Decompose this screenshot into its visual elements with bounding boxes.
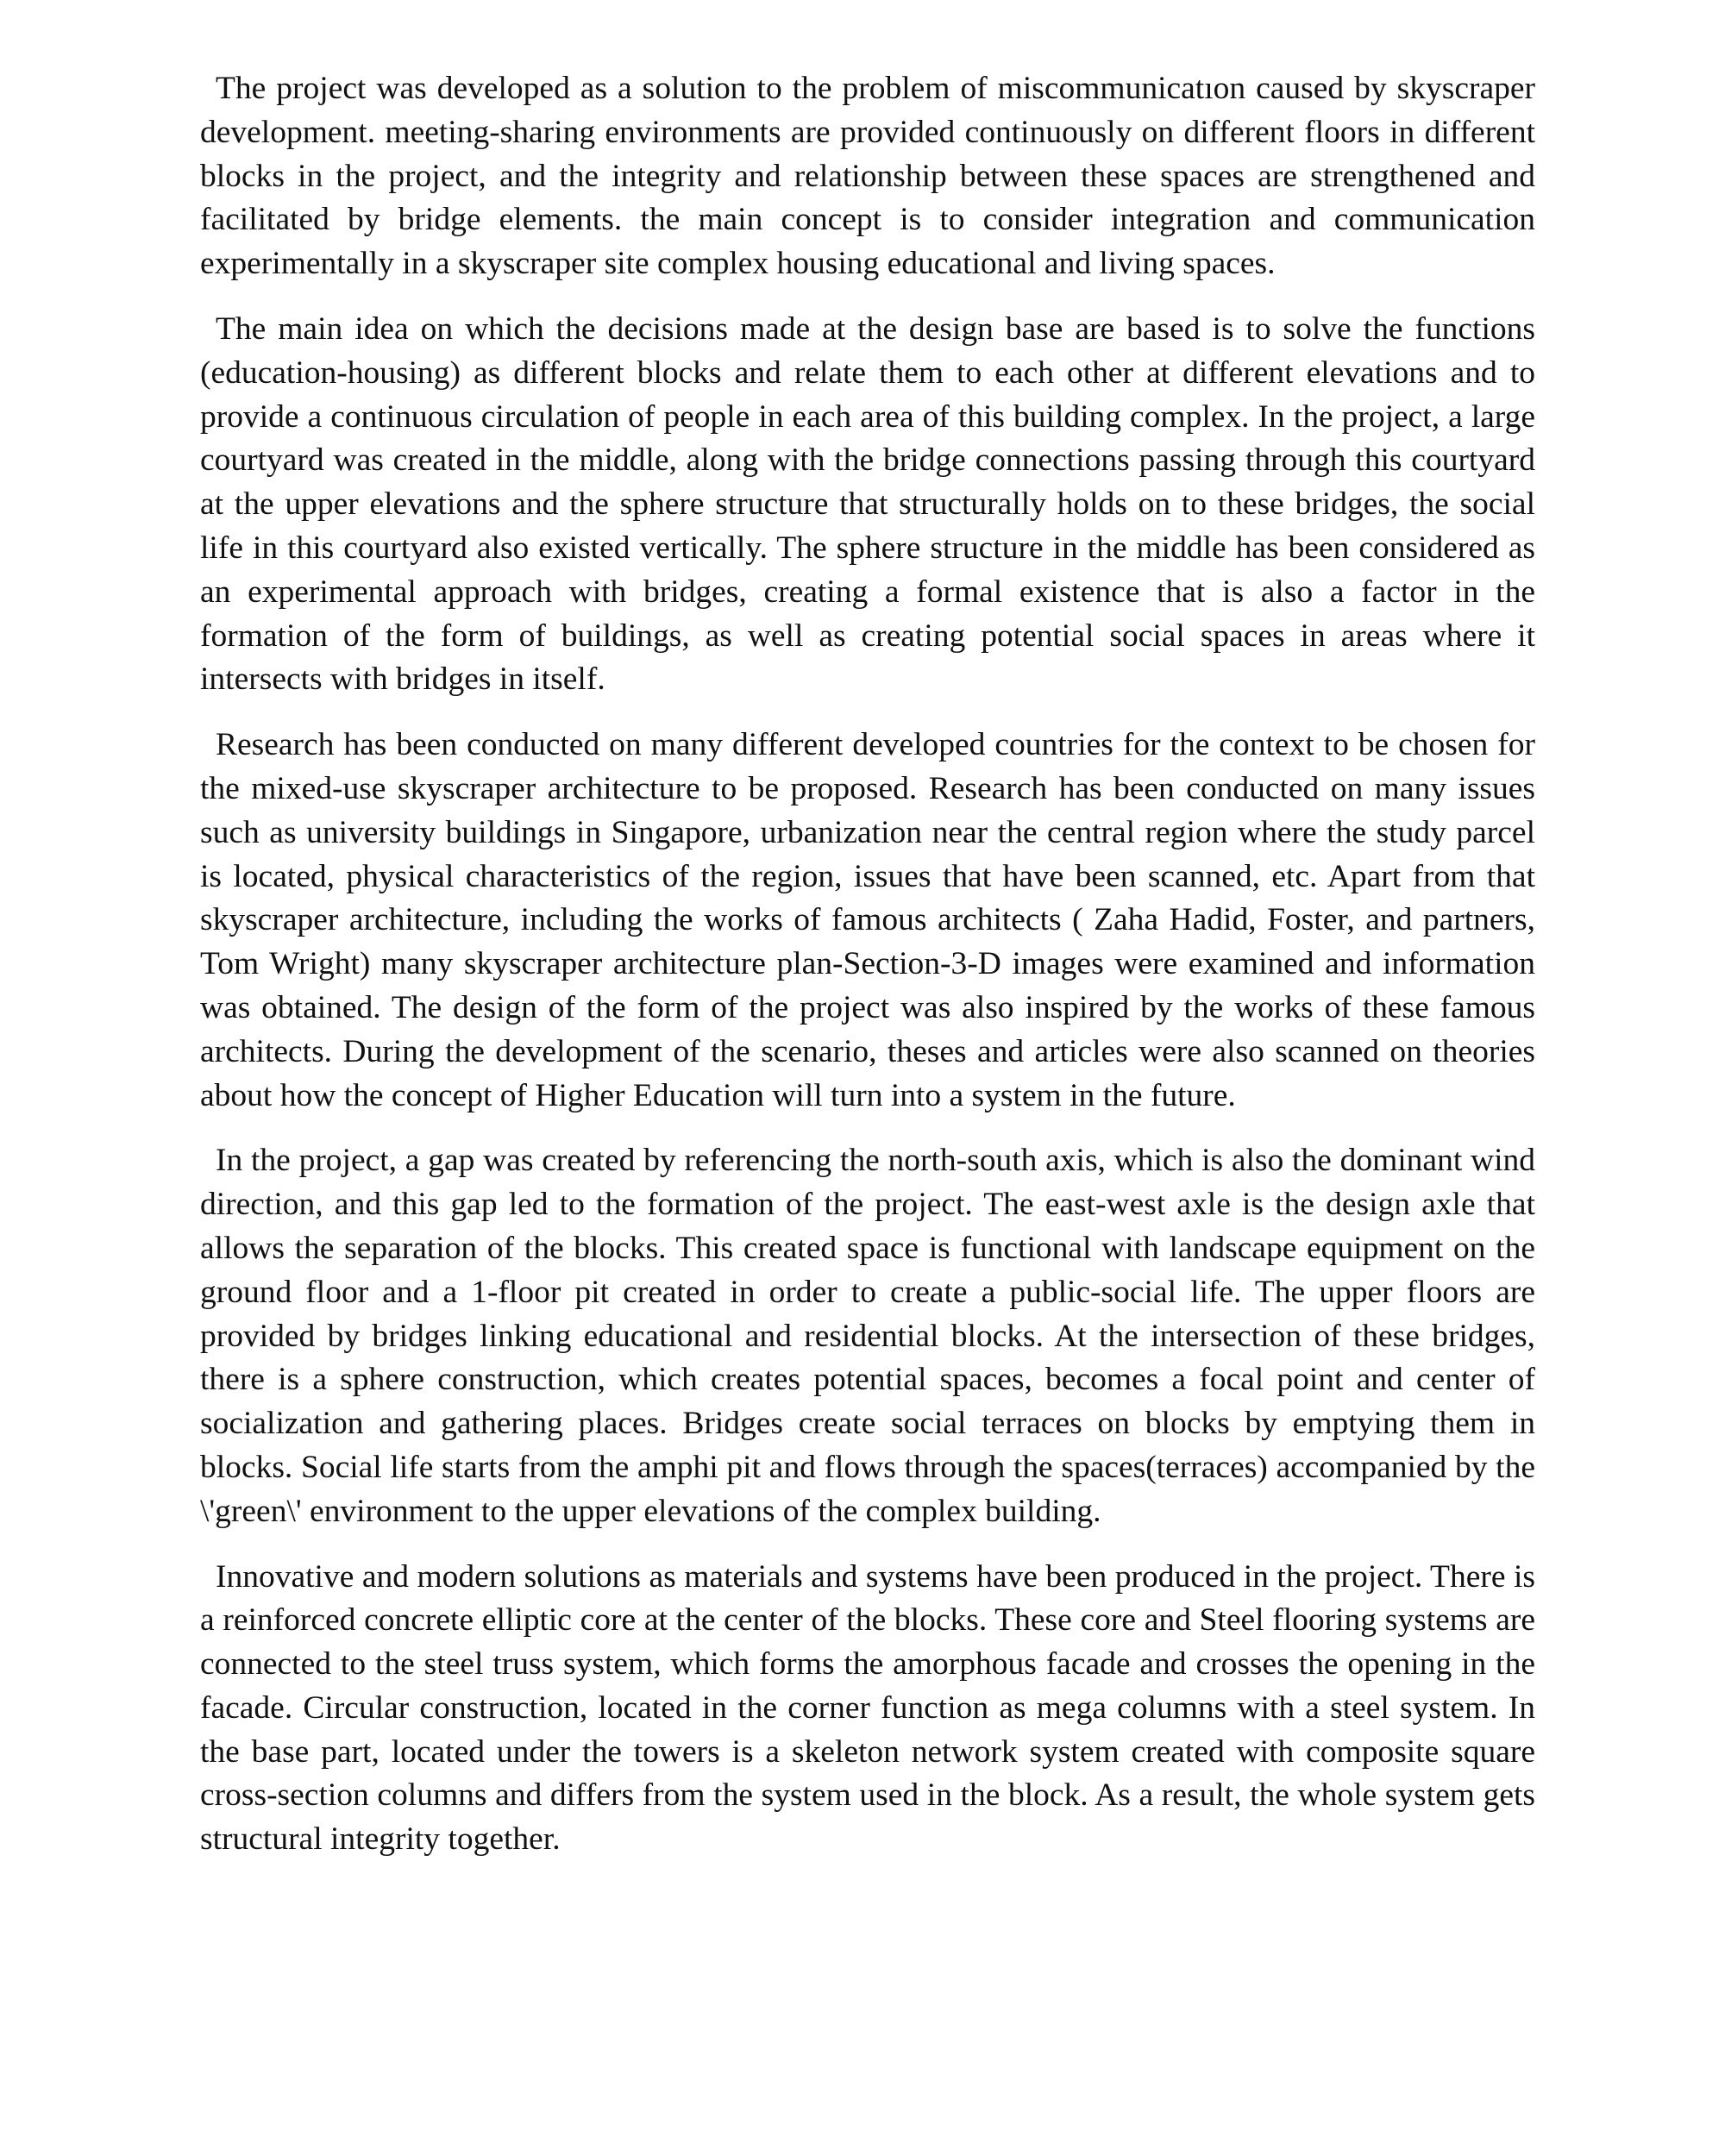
- paragraph-main-idea: The main idea on which the decisions made at the design base are based is to solve the functions (education-housing) as different blocks and relate them to each other at different elevations and to provide a continuous circulation of people in each area of this building complex. In the project, a large courtyard was created in the middle, along with the bridge connections passing through this courtyard at the upper elevations and the sphere structure that structurally holds on to these bridges, the social life in this courtyard also existed vertically. The sphere structure in the middle has been considered as an experimental approach with bridges, creating a formal existence that is also a factor in the formation of the form of buildings, as well as creating potential social spaces in areas where it intersects with bridges in itself.: [200, 310, 1535, 698]
- paragraph-project-concept: The project was developed as a solution to the problem of miscommunicatıon caused by skyscraper development. meeting-sharing environments are provided continuously on different floors in different blocks in the project, and the integrity and relationship between these spaces are strengthened and facilitated by bridge elements. the main concept is to consider integration and communication experimentally in a skyscraper site complex housing educational and living spaces.: [200, 71, 1535, 282]
- document-body: [200, 67, 1535, 1883]
- paragraph-gap-axis: In the project, a gap was created by referencing the north-south axis, which is also the dominant wind direction, and this gap led to the formation of the project. The east-west axle is the design axle that allows the separation of the blocks. This created space is functional with landscape equipment on the ground floor and a 1-floor pit created in order to create a public-social life. The upper floors are provided by bridges linking educational and residential blocks. At the intersection of these bridges, there is a sphere construction, which creates potential spaces, becomes a focal point and center of socialization and gathering places. Bridges create social terraces on blocks by emptying them in blocks. Social life starts from the amphi pit and flows through the spaces(terraces) accompanied by the \'green\' environment to the upper elevations of the complex building.: [200, 1143, 1535, 1529]
- paragraph-structural-system: Innovative and modern solutions as materials and systems have been produced in the project. There is a reinforced concrete elliptic core at the center of the blocks. These core and Steel flooring systems are connected to the steel truss system, which forms the amorphous facade and crosses the opening in the facade. Circular construction, located in the corner function as mega columns with a steel system. In the base part, located under the towers is a skeleton network system created with composite square cross-section columns and differs from the system used in the block. As a result, the whole system gets structural integrity together.: [200, 1558, 1535, 1858]
- paragraph-research: Research has been conducted on many different developed countries for the context to be chosen for the mixed-use skyscraper architecture to be proposed. Research has been conducted on many issues such as university buildings in Singapore, urbanization near the central region where the study parcel is located, physical characteristics of the region, issues that have been scanned, etc. Apart from that skyscraper architecture, including the works of famous architects ( Zaha Hadid, Foster, and partners, Tom Wright) many skyscraper architecture plan-Section-3-D images were examined and information was obtained. The design of the form of the project was also inspired by the works of these famous architects. During the development of the scenario, theses and articles were also scanned on theories about how the concept of Higher Education will turn into a system in the future.: [200, 727, 1535, 1113]
